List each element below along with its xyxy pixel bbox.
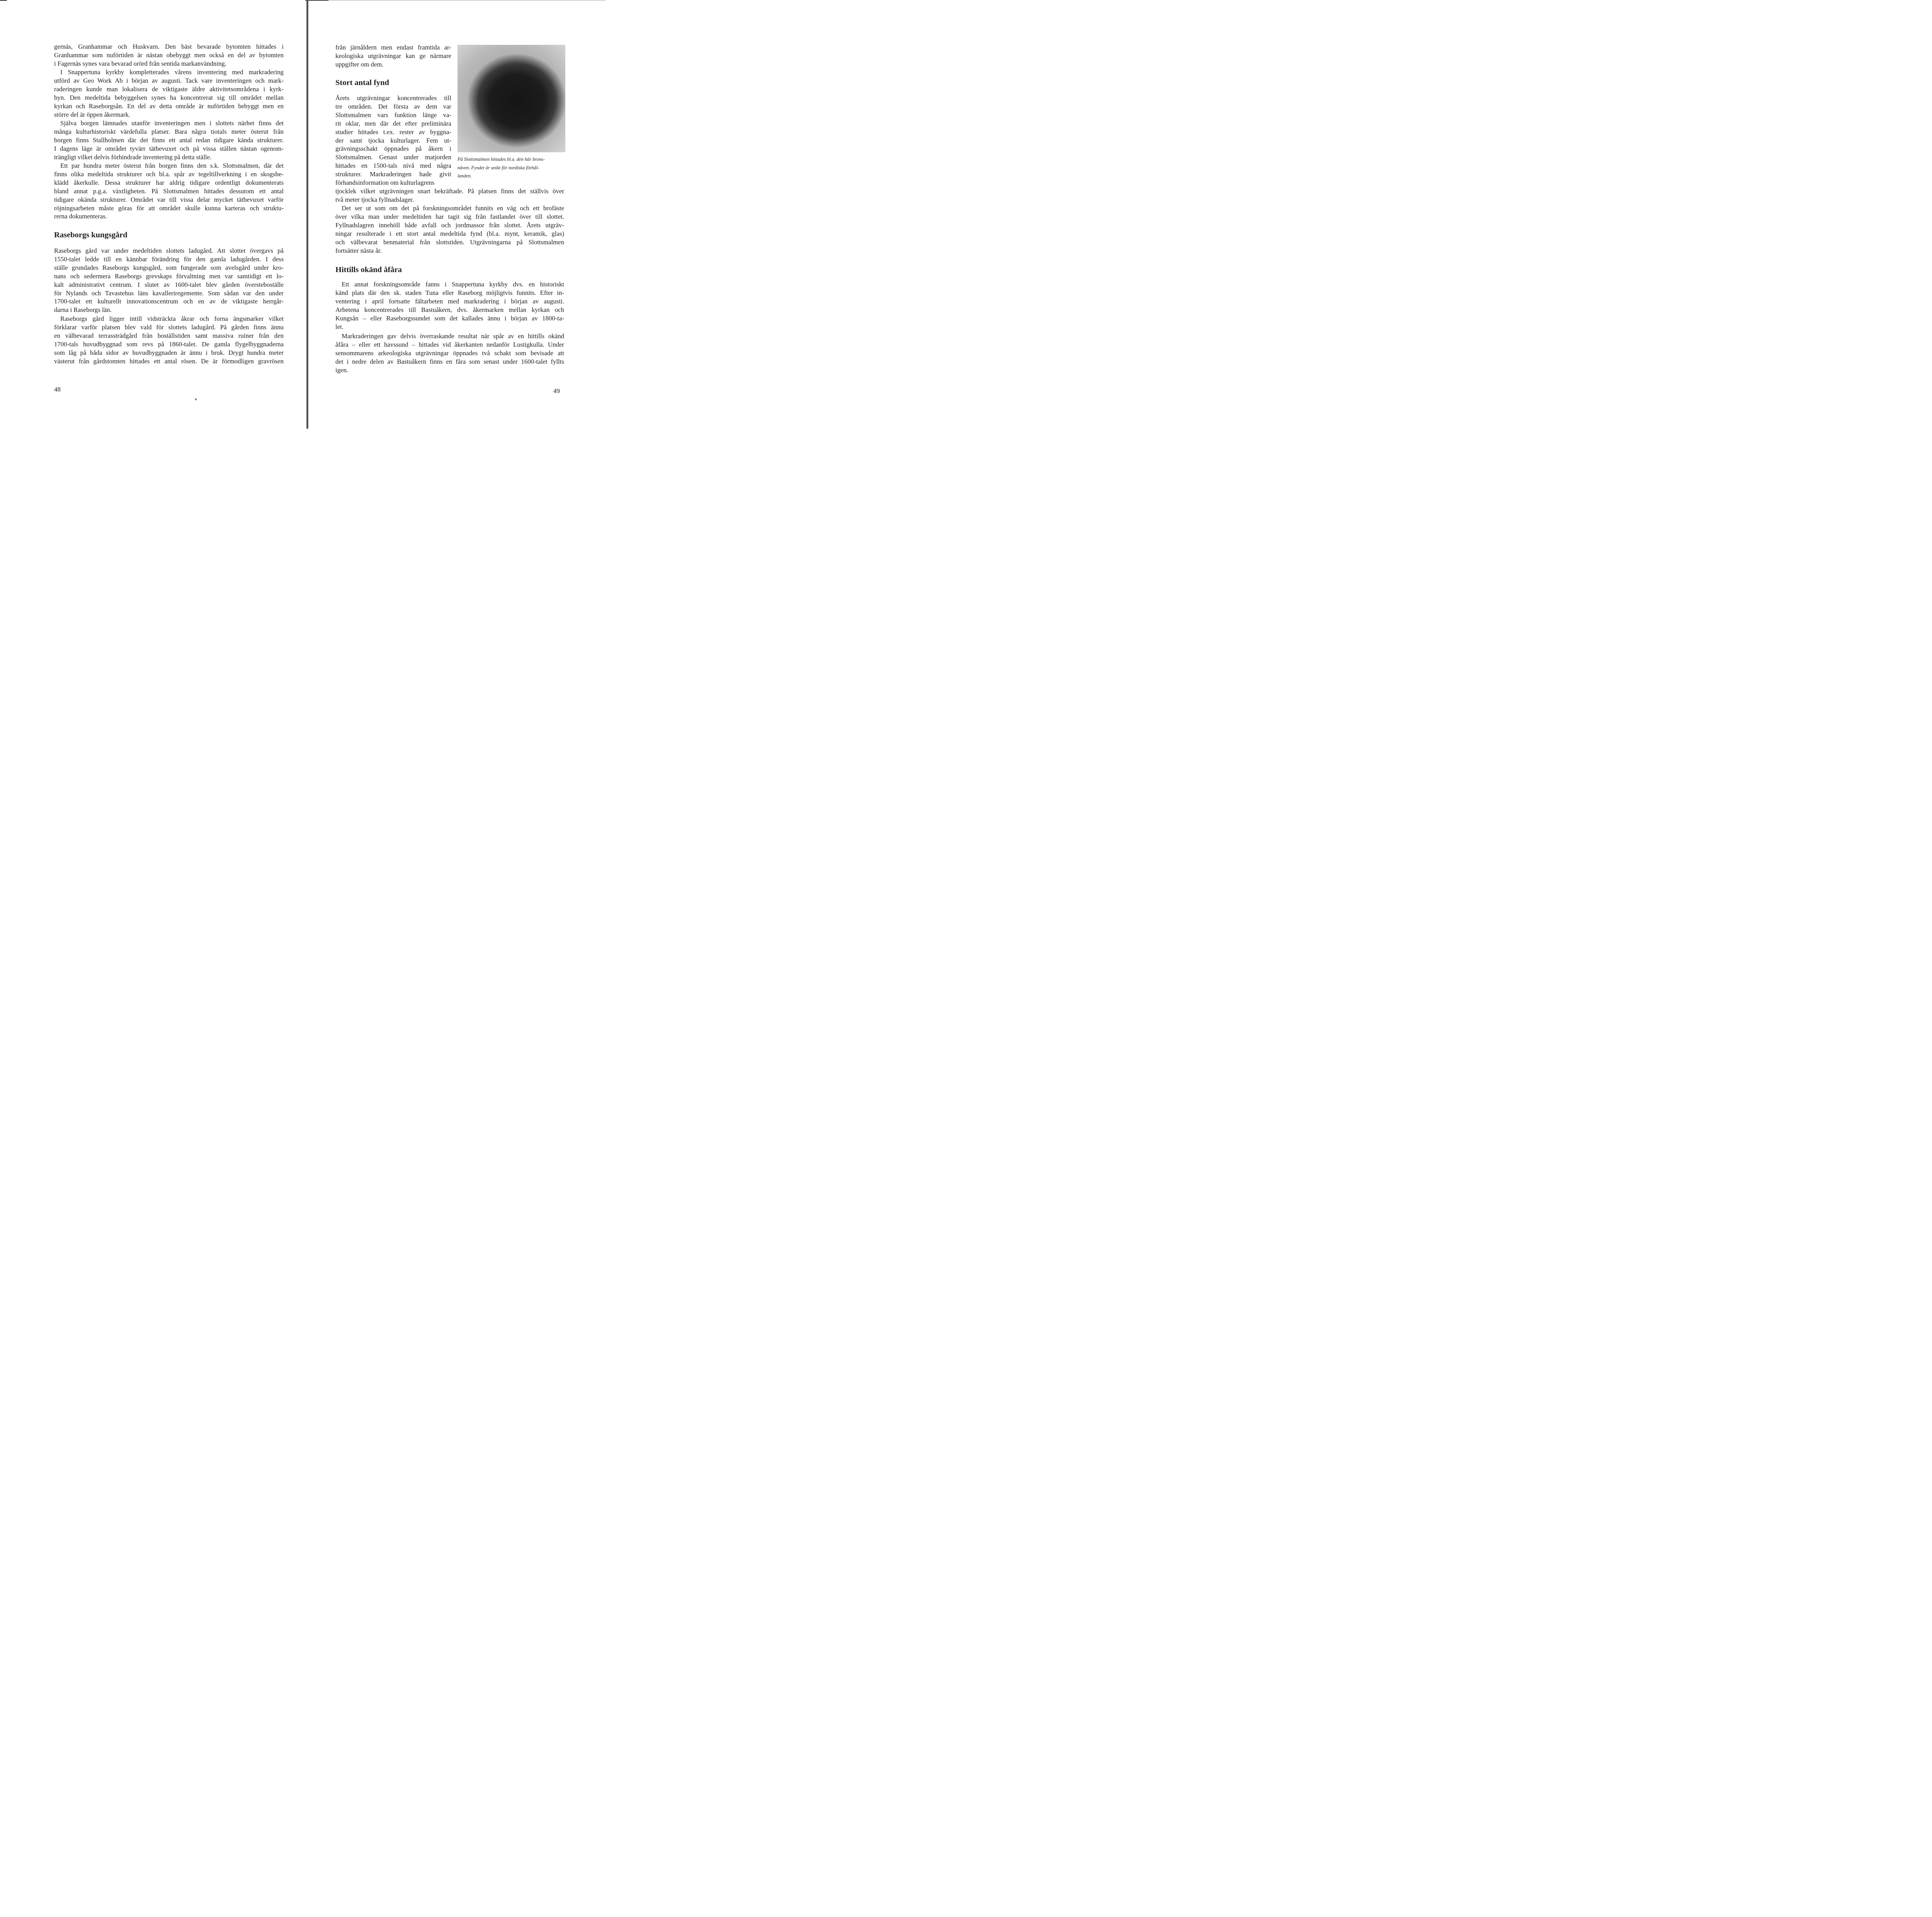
text-line: trängligt vilket delvis förhindrade inventering på detta ställe.: [54, 153, 212, 161]
body-paragraph: [54, 315, 284, 365]
text-line: darna i Raseborgs län.: [54, 306, 112, 314]
text-line: raderingen kunde man lokalisera de viktigaste äldre aktivitetsområdena i kyrk-: [54, 85, 284, 93]
text-line: Granhammar som nuförtiden är nästan obebyggt men också en del av bytomten: [54, 51, 284, 59]
bronze-fist-photo: [457, 45, 565, 152]
text-line: Fyllnadslagren innehöll både avfall och jordmassor från slottet. Årets utgräv-: [335, 221, 564, 229]
text-line: hittades en 1500-tals nivå med några: [335, 162, 451, 170]
text-line: tjocklek vilket utgrävningen snart bekräftade. På platsen finns det ställvis över: [335, 187, 564, 195]
page-number: 48: [54, 386, 61, 393]
text-line: från järnåldern men endast framtida ar-: [335, 44, 451, 51]
scan-smudge: ▾: [195, 397, 197, 402]
text-line: strukturer. Markraderingen hade givit: [335, 170, 451, 178]
book-gutter: [306, 0, 308, 429]
text-line: studier hittades t.ex. rester av byggna-: [335, 128, 451, 136]
text-line: let.: [335, 323, 344, 330]
text-line: nans och sedermera Raseborgs grevskaps förvaltning men var samtidigt ett lo-: [54, 272, 284, 280]
body-paragraph: [54, 43, 284, 68]
body-paragraph: [335, 332, 564, 375]
text-line: Arbetena koncentrerades till Bastuåkern, dvs. åkermarken mellan kyrkan och: [335, 306, 564, 313]
caption-line: landen.: [457, 173, 472, 179]
text-line: Ett annat forskningsområde fanns i Snappertuna kyrkby dvs. en historiskt: [342, 281, 564, 288]
text-line: förhandsinformation om kulturlagrens: [335, 179, 435, 187]
figure-caption: [457, 155, 545, 180]
body-paragraph: [335, 280, 564, 331]
section-heading: Raseborgs kungsgård: [54, 231, 128, 239]
text-line: Ett par hundra meter österut från borgen finns den s.k. Slottsmalmen, där det: [60, 162, 284, 169]
text-line: i Fagernäs synes vara bevarad orörd från sentida markanvändning.: [54, 60, 226, 67]
caption-line: näven. Fyndet är unikt för nordiska förhål-: [457, 165, 539, 170]
text-line: igen.: [335, 366, 349, 374]
text-line: I Snappertuna kyrkby kompletterades vårens inventering med markradering: [60, 68, 284, 76]
text-line: Raseborgs gård var under medeltiden slottets ladugård. Att slottet övergavs på: [54, 247, 284, 254]
text-line: keologiska utgrävningar kan ge närmare: [335, 52, 451, 60]
text-line: Årets utgrävningar koncentrerades till: [335, 94, 451, 102]
right-page: [309, 0, 606, 429]
text-line: fortsätter nästa år.: [335, 247, 382, 254]
text-line: en välbevarad terrassträdgård från boställstiden samt massiva ruiner från den: [54, 332, 284, 339]
text-line: 1550-talet ledde till en kännbar förändring för den gamla ladugården. I dess: [54, 255, 284, 263]
text-line: tre områden. Det första av dem var: [335, 102, 451, 110]
text-line: 1700-tals huvudbyggnad som revs på 1860-talet. De gamla flygelbyggnaderna: [54, 340, 284, 348]
text-line: byn. Den medeltida bebyggelsen synes ha koncentrerat sig till området mellan: [54, 94, 284, 101]
left-page: [0, 0, 306, 429]
text-line: känd plats där den sk. staden Tuna eller Raseborg möjligtvis funnits. Efter in-: [335, 289, 564, 296]
body-paragraph: [54, 247, 284, 314]
text-line: större del är öppen åkermark.: [54, 111, 131, 118]
text-line: 1700-talet ett kulturellt innovationscentrum och en av de viktigaste herrgår-: [54, 298, 284, 305]
text-line: Markraderingen gav delvis överraskande resultat när spår av en hittills okänd: [342, 332, 564, 340]
text-line: finns olika medeltida strukturer och bl.a. spår av tegeltillverkning i en skogsbe-: [54, 170, 284, 178]
text-line: Kungsån – eller Raseborgssundet som det kallades ännu i början av 1800-ta-: [335, 314, 564, 322]
body-paragraph: [54, 68, 284, 119]
text-line: rerna dokumenteras.: [54, 213, 107, 220]
text-line: ställe grundades Raseborgs kungsgård, som fungerade som avelsgård under kro-: [54, 264, 284, 271]
text-line: Raseborgs gård ligger intill vidsträckta åkrar och forna ängsmarker vilket: [60, 315, 284, 322]
text-line: förklarar varför platsen blev vald för slottets ladugård. På gården finns ännu: [54, 323, 284, 331]
text-line: rit oklar, men där det efter preliminära: [335, 119, 451, 127]
page-number: 49: [553, 387, 560, 395]
text-line: Slottsmalmen vars funktion länge va-: [335, 111, 451, 119]
text-line: gernäs, Granhammar och Huskvarn. Den bäst bevarade bytomten hittades i: [54, 43, 284, 50]
body-paragraph: [335, 94, 451, 187]
text-line: ningar resulterade i ett stort antal medeltida fynd (bl.a. mynt, keramik, glas): [335, 230, 564, 237]
text-line: Själva borgen lämnades utanför inventeringen men i slottets närhet finns det: [60, 119, 284, 127]
book-spread: [0, 0, 606, 429]
text-line: två meter tjocka fyllnadslager.: [335, 196, 414, 203]
text-line: röjningsarbeten måste göras för att området skulle kunna karteras och struktu-: [54, 204, 284, 212]
body-paragraph: [335, 204, 564, 255]
text-line: utförd av Geo Work Ab i början av augusti. Tack vare inventeringen och mark-: [54, 77, 284, 84]
text-line: sensommarens arkeologiska utgrävningar öppnades två schakt som bevisade att: [335, 349, 564, 357]
text-line: borgen finns Stallholmen där det finns ett antal redan tidigare kända strukturer.: [54, 136, 284, 144]
text-line: över vilka man under medeltiden har tagit sig från fastlandet över till slottet.: [335, 213, 564, 220]
text-line: ventering i april fortsatte fältarbeten med markradering i början av augusti.: [335, 297, 564, 305]
text-line: åfåra – eller ett havssund – hittades vid åkerkanten nedanför Lustigkulla. Under: [335, 340, 564, 348]
text-line: Det ser ut som om det på forskningsområdet funnits en väg och ett brofäste: [342, 204, 564, 212]
text-line: uppgifter om dem.: [335, 60, 384, 68]
body-paragraph: [54, 162, 284, 221]
text-line: västerut från gårdstomten hittades ett antal rösen. De är förmodligen gravrösen: [54, 357, 284, 365]
text-line: kyrkan och Raseborgsån. En del av detta område är nuförtiden bebyggt men en: [54, 102, 284, 110]
text-line: I dagens läge är området tyvärr tätbevuxet och på vissa ställen nästan ogenom-: [54, 145, 284, 152]
section-heading: Stort antal fynd: [335, 78, 389, 87]
text-line: tidigare okända strukturer. Området var till vissa delar mycket tätbevuxet varför: [54, 196, 284, 203]
text-line: som låg på båda sidor av huvudbyggnaden är ännu i bruk. Drygt hundra meter: [54, 349, 284, 356]
body-paragraph: [335, 43, 451, 69]
text-line: klädd åkerkulle. Dessa strukturer har aldrig tidigare ordentligt dokumenterats: [54, 179, 284, 186]
text-line: bland annat p.g.a. växtligheten. På Slottsmalmen hittades dessutom ett antal: [54, 187, 284, 195]
caption-line: På Slottsmalmen hittades bl.a. den här brons-: [457, 157, 545, 162]
body-paragraph: [335, 187, 564, 204]
text-line: det i nedre delen av Bastuåkern finns en fåra som senast under 1600-talet fyllts: [335, 358, 564, 365]
text-line: kalt administrativt centrum. I slutet av 1600-talet blev gården översteboställe: [54, 281, 284, 288]
text-line: för Nylands och Tavastehus läns kavalleriregemente. Som sådan var den under: [54, 289, 284, 297]
text-line: grävningsschakt öppnades på åkern i: [335, 145, 451, 153]
text-line: der samt tjocka kulturlager. Fem ut-: [335, 136, 451, 144]
text-line: och välbevarat benmaterial från slottstiden. Utgrävningarna på Slottsmalmen: [335, 238, 564, 246]
text-line: många kulturhistoriskt värdefulla platser. Bara några tiotals meter österut från: [54, 128, 284, 135]
section-heading: Hittills okänd åfåra: [335, 266, 402, 274]
body-paragraph: [54, 119, 284, 162]
text-line: Slottsmalmen. Genast under matjorden: [335, 153, 451, 161]
